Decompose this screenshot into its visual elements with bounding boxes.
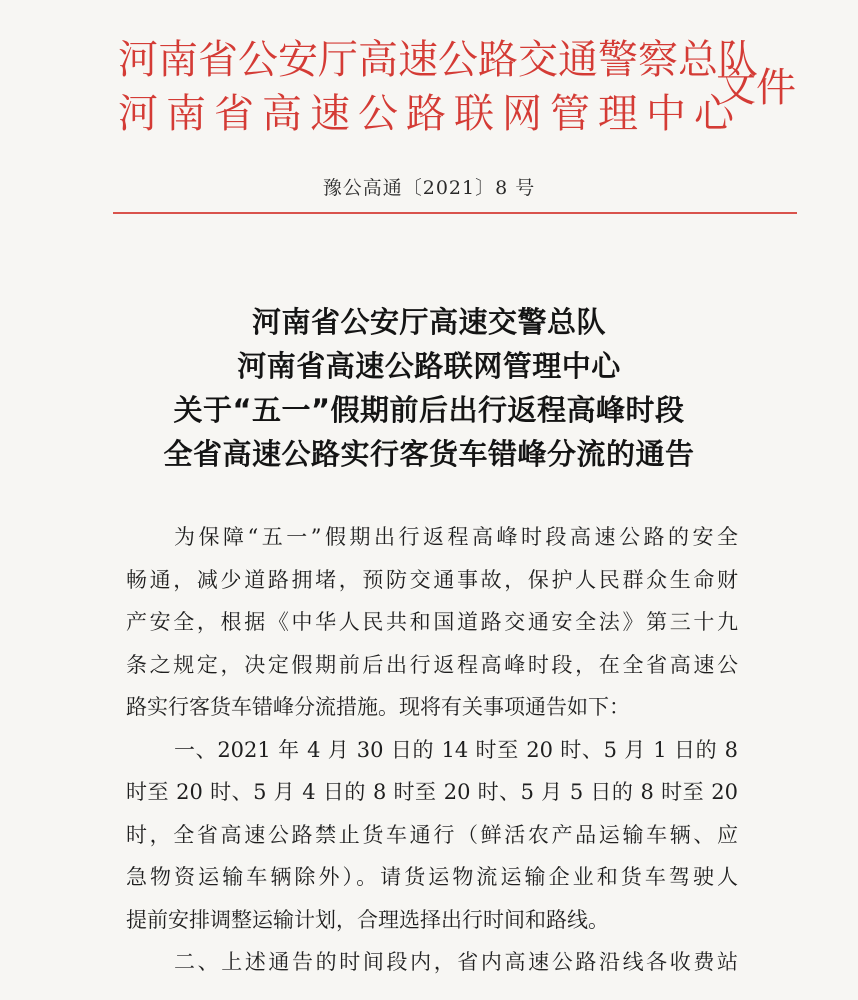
notice-title: [0, 300, 858, 476]
paragraph-line: 时至 20 时、5 月 4 日的 8 时至 20 时、5 月 5 日的 8 时至 20: [126, 780, 738, 804]
issuer-line-1: 河南省公安厅高速公路交通警察总队: [118, 37, 758, 83]
paragraph-line: 时，全省高速公路禁止货车通行（鲜活农产品运输车辆、应: [126, 822, 738, 847]
paragraph-line: 畅通，减少道路拥堵，预防交通事故，保护人民群众生命财: [126, 567, 738, 592]
issuer-line-2: 河南省高速公路联网管理中心: [118, 91, 742, 137]
paragraph-line: 提前安排调整运输计划，合理选择出行时间和路线。: [126, 907, 609, 932]
title-line: 河南省高速公路联网管理中心: [237, 349, 621, 383]
document-number: 豫公高通〔2021〕8 号: [322, 177, 536, 199]
title-line: 全省高速公路实行客货车错峰分流的通告: [163, 437, 695, 471]
title-line: 河南省公安厅高速交警总队: [251, 305, 606, 339]
document-label: 文件: [716, 65, 796, 111]
paragraph-line: 条之规定，决定假期前后出行返程高峰时段，在全省高速公: [126, 652, 738, 677]
paragraph-line: 路实行客货车错峰分流措施。现将有关事项通告如下：: [126, 695, 630, 719]
red-header: [118, 26, 818, 146]
red-divider: [113, 212, 797, 214]
notice-body: [126, 516, 738, 984]
paragraph-line: 急物资运输车辆除外）。请货运物流运输企业和货车驾驶人: [126, 865, 738, 889]
paragraph-line: 二、上述通告的时间段内，省内高速公路沿线各收费站: [174, 950, 738, 974]
paragraph-line: 为保障“五一”假期出行返程高峰时段高速公路的安全: [174, 525, 738, 549]
paragraph-line: 产安全，根据《中华人民共和国道路交通安全法》第三十九: [126, 610, 738, 634]
title-line: 关于“五一”假期前后出行返程高峰时段: [173, 393, 685, 427]
paragraph-line: 一、2021 年 4 月 30 日的 14 时至 20 时、5 月 1 日的 8: [174, 737, 738, 762]
